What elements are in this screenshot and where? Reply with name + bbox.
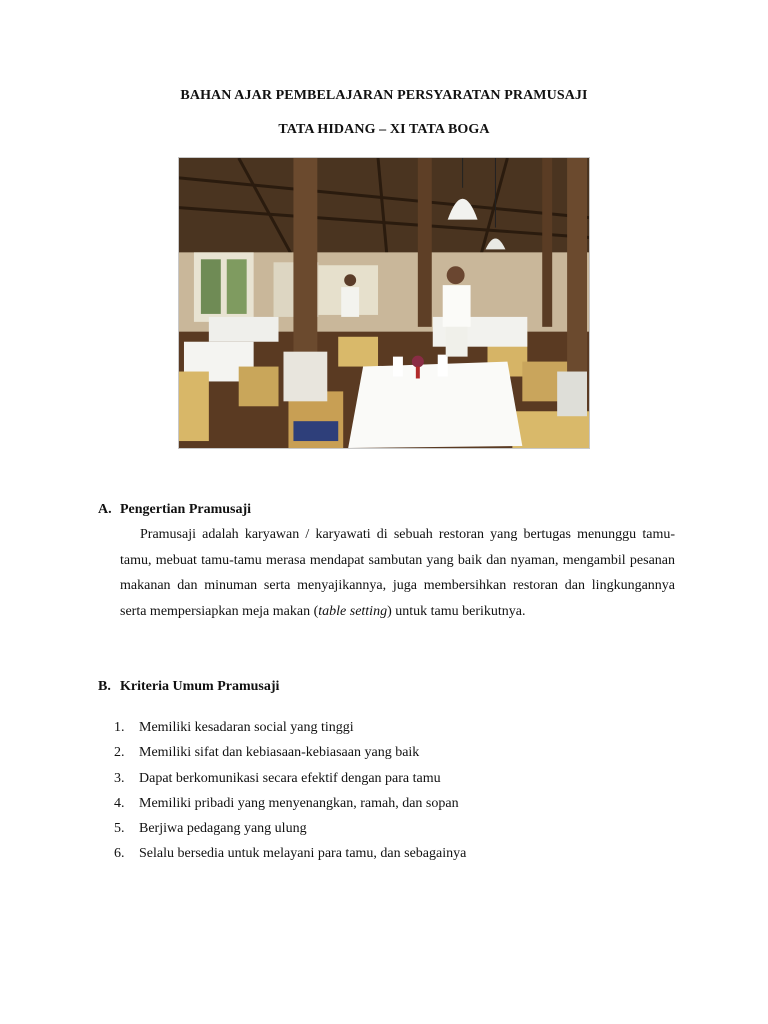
- list-item-text: Memiliki kesadaran social yang tinggi: [139, 720, 354, 735]
- document-subtitle: TATA HIDANG – XI TATA BOGA: [278, 122, 490, 137]
- list-item-number: 2.: [114, 745, 125, 761]
- section-b-heading: [98, 679, 279, 695]
- section-a-paragraph: [120, 522, 675, 624]
- restaurant-photo: [178, 157, 590, 449]
- document-title: BAHAN AJAR PEMBELAJARAN PERSYARATAN PRAMUSAJI: [180, 88, 588, 103]
- list-item-text: Memiliki pribadi yang menyenangkan, ramah, dan sopan: [139, 795, 459, 811]
- section-a-title: Pengertian Pramusaji: [120, 502, 252, 517]
- section-b-title: Kriteria Umum Pramusaji: [120, 679, 280, 694]
- list-item: [114, 819, 674, 844]
- list-item-number: 5.: [114, 821, 125, 837]
- section-b-letter: B.: [98, 679, 111, 694]
- restaurant-illustration: [179, 158, 589, 448]
- section-a-heading: [98, 502, 251, 518]
- list-item: [114, 743, 674, 768]
- list-item: [114, 718, 674, 743]
- list-item-number: 3.: [114, 770, 125, 786]
- list-item: [114, 769, 674, 794]
- list-item-text: Memiliki sifat dan kebiasaan-kebiasaan yang baik: [139, 745, 420, 761]
- section-a-letter: A.: [98, 502, 112, 517]
- list-item-number: 1.: [114, 720, 125, 735]
- paragraph-text-end: ) untuk tamu berikutnya.: [387, 603, 526, 619]
- paragraph-text-start: Pramusaji adalah karyawan / karyawati di sebuah restoran yang bertugas menunggu tamu- tamu, mebuat tamu-tamu merasa mendapat sambutan yang baik dan nyaman, mengambil pesanan makanan dan minuman serta menyajikannya, juga membersihkan restoran dan lingkungannya serta mempersiapkan meja makan (: [120, 527, 675, 619]
- list-item-number: 4.: [114, 795, 125, 811]
- list-item: [114, 794, 674, 819]
- list-item: [114, 844, 674, 869]
- list-item-text: Selalu bersedia untuk melayani para tamu, dan sebagainya: [139, 846, 467, 862]
- criteria-list: [114, 718, 674, 870]
- list-item-number: 6.: [114, 846, 125, 862]
- list-item-text: Berjiwa pedagang yang ulung: [139, 821, 307, 837]
- list-item-text: Dapat berkomunikasi secara efektif dengan para tamu: [139, 770, 441, 786]
- paragraph-italic-term: table setting: [318, 603, 388, 619]
